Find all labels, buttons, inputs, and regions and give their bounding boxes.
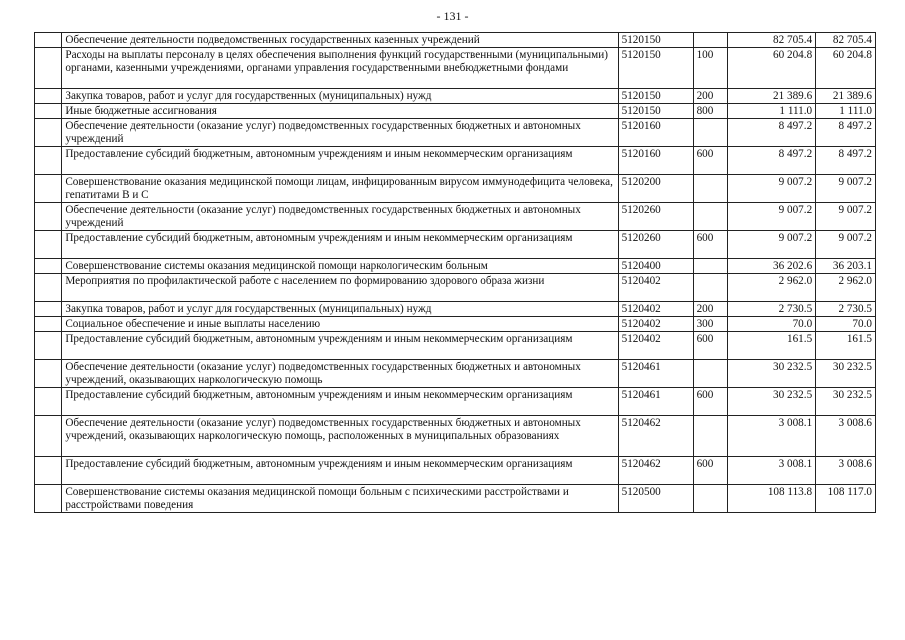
amount-1-cell: 60 204.8 [728, 48, 816, 89]
budget-table [34, 32, 876, 513]
expense-name-cell: Социальное обеспечение и иные выплаты населению [62, 317, 618, 332]
expense-type-cell: 600 [693, 147, 727, 175]
amount-2-cell: 9 007.2 [816, 231, 876, 259]
target-code-cell: 5120150 [618, 48, 693, 89]
target-code-cell: 5120150 [618, 33, 693, 48]
expense-type-cell [693, 203, 727, 231]
target-code-cell: 5120461 [618, 388, 693, 416]
expense-name-cell: Предоставление субсидий бюджетным, автономным учреждениям и иным некоммерческим организациям [62, 147, 618, 175]
row-margin-cell [35, 231, 62, 259]
amount-1-cell: 9 007.2 [728, 175, 816, 203]
expense-type-cell [693, 175, 727, 203]
amount-2-cell: 9 007.2 [816, 175, 876, 203]
table-row [35, 203, 876, 231]
expense-type-cell [693, 416, 727, 457]
expense-name-cell: Закупка товаров, работ и услуг для государственных (муниципальных) нужд [62, 89, 618, 104]
expense-name-cell: Предоставление субсидий бюджетным, автономным учреждениям и иным некоммерческим организациям [62, 231, 618, 259]
amount-2-cell: 30 232.5 [816, 360, 876, 388]
expense-name-cell: Расходы на выплаты персоналу в целях обеспечения выполнения функций государственными (муниципальными) органами, казенными учреждениями, органами управления государственными внебюджетными фондами [62, 48, 618, 89]
target-code-cell: 5120462 [618, 457, 693, 485]
expense-type-cell [693, 485, 727, 513]
amount-2-cell: 3 008.6 [816, 416, 876, 457]
amount-1-cell: 70.0 [728, 317, 816, 332]
expense-type-cell: 100 [693, 48, 727, 89]
target-code-cell: 5120500 [618, 485, 693, 513]
row-margin-cell [35, 147, 62, 175]
target-code-cell: 5120461 [618, 360, 693, 388]
table-row [35, 388, 876, 416]
amount-1-cell: 1 111.0 [728, 104, 816, 119]
table-row [35, 119, 876, 147]
page-number: - 131 - [436, 9, 469, 23]
expense-name-cell: Иные бюджетные ассигнования [62, 104, 618, 119]
expense-name-cell: Обеспечение деятельности подведомственных государственных казенных учреждений [62, 33, 618, 48]
amount-2-cell: 2 962.0 [816, 274, 876, 302]
expense-name-cell: Закупка товаров, работ и услуг для государственных (муниципальных) нужд [62, 302, 618, 317]
expense-name-cell: Обеспечение деятельности (оказание услуг) подведомственных государственных бюджетных и автономных учреждений, оказывающих наркологическую помощь [62, 360, 618, 388]
table-row [35, 259, 876, 274]
expense-type-cell [693, 360, 727, 388]
row-margin-cell [35, 175, 62, 203]
amount-2-cell: 3 008.6 [816, 457, 876, 485]
expense-type-cell [693, 119, 727, 147]
expense-type-cell: 300 [693, 317, 727, 332]
table-row [35, 48, 876, 89]
table-row [35, 175, 876, 203]
expense-type-cell: 800 [693, 104, 727, 119]
target-code-cell: 5120160 [618, 119, 693, 147]
expense-type-cell: 600 [693, 332, 727, 360]
table-row [35, 33, 876, 48]
amount-2-cell: 21 389.6 [816, 89, 876, 104]
amount-2-cell: 8 497.2 [816, 147, 876, 175]
amount-1-cell: 30 232.5 [728, 388, 816, 416]
amount-2-cell: 8 497.2 [816, 119, 876, 147]
amount-1-cell: 30 232.5 [728, 360, 816, 388]
table-row [35, 147, 876, 175]
amount-2-cell: 36 203.1 [816, 259, 876, 274]
expense-name-cell: Совершенствование системы оказания медицинской помощи больным с психическими расстройствами и расстройствами поведения [62, 485, 618, 513]
row-margin-cell [35, 104, 62, 119]
table-row [35, 274, 876, 302]
row-margin-cell [35, 119, 62, 147]
expense-name-cell: Совершенствование оказания медицинской помощи лицам, инфицированным вирусом иммунодефицита человека, гепатитами В и С [62, 175, 618, 203]
expense-name-cell: Предоставление субсидий бюджетным, автономным учреждениям и иным некоммерческим организациям [62, 332, 618, 360]
expense-type-cell [693, 33, 727, 48]
target-code-cell: 5120402 [618, 332, 693, 360]
expense-type-cell: 600 [693, 457, 727, 485]
amount-1-cell: 2 962.0 [728, 274, 816, 302]
expense-type-cell [693, 259, 727, 274]
table-row [35, 104, 876, 119]
amount-2-cell: 2 730.5 [816, 302, 876, 317]
expense-name-cell: Мероприятия по профилактической работе с населением по формированию здорового образа жизни [62, 274, 618, 302]
amount-1-cell: 108 113.8 [728, 485, 816, 513]
expense-type-cell [693, 274, 727, 302]
row-margin-cell [35, 89, 62, 104]
amount-2-cell: 1 111.0 [816, 104, 876, 119]
table-row [35, 360, 876, 388]
amount-1-cell: 36 202.6 [728, 259, 816, 274]
expense-type-cell: 600 [693, 231, 727, 259]
table-row [35, 416, 876, 457]
row-margin-cell [35, 48, 62, 89]
amount-1-cell: 161.5 [728, 332, 816, 360]
target-code-cell: 5120462 [618, 416, 693, 457]
row-margin-cell [35, 33, 62, 48]
amount-2-cell: 82 705.4 [816, 33, 876, 48]
amount-2-cell: 108 117.0 [816, 485, 876, 513]
table-row [35, 457, 876, 485]
target-code-cell: 5120260 [618, 203, 693, 231]
amount-1-cell: 3 008.1 [728, 416, 816, 457]
row-margin-cell [35, 457, 62, 485]
table-row [35, 317, 876, 332]
amount-2-cell: 70.0 [816, 317, 876, 332]
row-margin-cell [35, 485, 62, 513]
target-code-cell: 5120402 [618, 317, 693, 332]
row-margin-cell [35, 360, 62, 388]
budget-table-body [35, 33, 876, 513]
target-code-cell: 5120150 [618, 89, 693, 104]
target-code-cell: 5120402 [618, 302, 693, 317]
row-margin-cell [35, 302, 62, 317]
target-code-cell: 5120150 [618, 104, 693, 119]
expense-type-cell: 200 [693, 302, 727, 317]
amount-1-cell: 2 730.5 [728, 302, 816, 317]
target-code-cell: 5120400 [618, 259, 693, 274]
amount-1-cell: 9 007.2 [728, 203, 816, 231]
expense-type-cell: 600 [693, 388, 727, 416]
expense-name-cell: Обеспечение деятельности (оказание услуг) подведомственных государственных бюджетных и автономных учреждений [62, 203, 618, 231]
amount-1-cell: 3 008.1 [728, 457, 816, 485]
expense-name-cell: Предоставление субсидий бюджетным, автономным учреждениям и иным некоммерческим организациям [62, 457, 618, 485]
row-margin-cell [35, 259, 62, 274]
amount-1-cell: 8 497.2 [728, 147, 816, 175]
row-margin-cell [35, 416, 62, 457]
amount-1-cell: 21 389.6 [728, 89, 816, 104]
amount-2-cell: 30 232.5 [816, 388, 876, 416]
amount-1-cell: 82 705.4 [728, 33, 816, 48]
amount-1-cell: 9 007.2 [728, 231, 816, 259]
expense-name-cell: Предоставление субсидий бюджетным, автономным учреждениям и иным некоммерческим организациям [62, 388, 618, 416]
expense-name-cell: Совершенствование системы оказания медицинской помощи наркологическим больным [62, 259, 618, 274]
row-margin-cell [35, 203, 62, 231]
target-code-cell: 5120402 [618, 274, 693, 302]
row-margin-cell [35, 388, 62, 416]
target-code-cell: 5120160 [618, 147, 693, 175]
amount-2-cell: 60 204.8 [816, 48, 876, 89]
expense-name-cell: Обеспечение деятельности (оказание услуг) подведомственных государственных бюджетных и автономных учреждений, оказывающих наркологическую помощь, расположенных в муниципальных образованиях [62, 416, 618, 457]
row-margin-cell [35, 274, 62, 302]
amount-2-cell: 9 007.2 [816, 203, 876, 231]
target-code-cell: 5120260 [618, 231, 693, 259]
row-margin-cell [35, 332, 62, 360]
table-row [35, 89, 876, 104]
table-row [35, 485, 876, 513]
target-code-cell: 5120200 [618, 175, 693, 203]
row-margin-cell [35, 317, 62, 332]
amount-2-cell: 161.5 [816, 332, 876, 360]
table-row [35, 231, 876, 259]
expense-type-cell: 200 [693, 89, 727, 104]
table-row [35, 332, 876, 360]
expense-name-cell: Обеспечение деятельности (оказание услуг) подведомственных государственных бюджетных и автономных учреждений [62, 119, 618, 147]
table-row [35, 302, 876, 317]
amount-1-cell: 8 497.2 [728, 119, 816, 147]
